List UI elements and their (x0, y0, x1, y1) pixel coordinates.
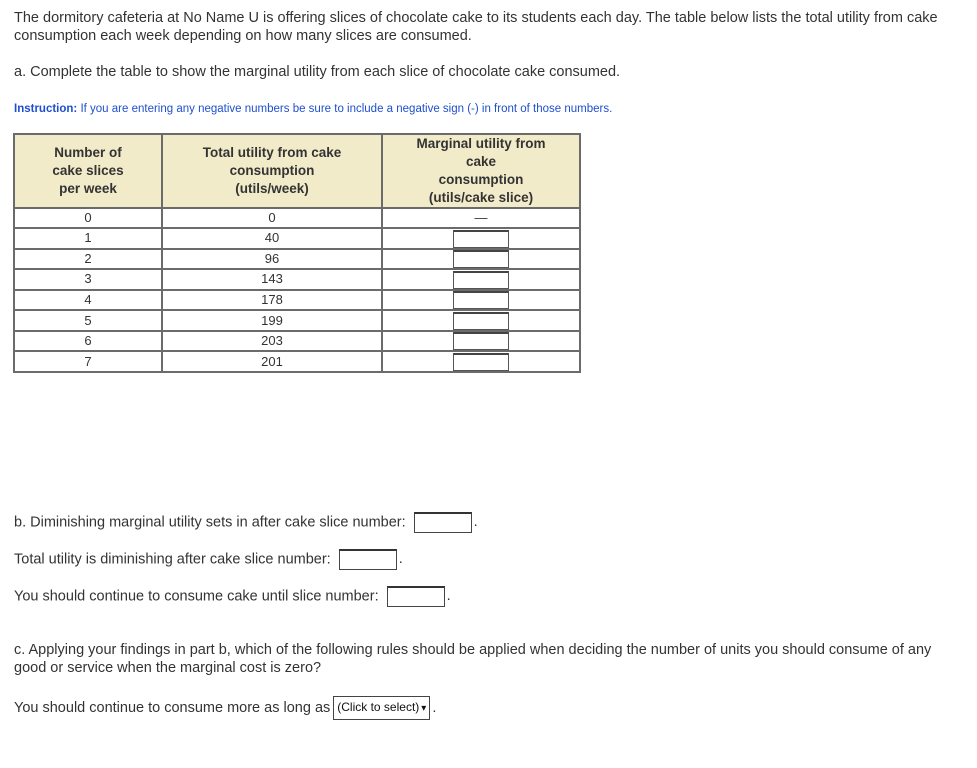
total-utility: 96 (162, 249, 382, 270)
header-total-utility: Total utility from cake consumption (utils/week) (162, 134, 382, 208)
marginal-utility-cell (382, 228, 580, 249)
part-b-question-2 (14, 549, 403, 570)
part-b-q2-text: Total utility is diminishing after cake slice number: (14, 551, 331, 568)
table-row (14, 351, 580, 372)
marginal-utility-cell (382, 249, 580, 270)
part-a-question: a. Complete the table to show the marginal utility from each slice of chocolate cake consumed. (14, 64, 621, 80)
part-b-question-3 (14, 586, 451, 607)
slice-number: 4 (14, 290, 162, 311)
utility-table (13, 133, 581, 373)
part-c-question: c. Applying your findings in part b, which of the following rules should be applied when deciding the number of units you should consume of any good or service when the marginal cost is zero? (14, 642, 932, 676)
part-c-answer-line (14, 696, 436, 720)
total-utility: 201 (162, 351, 382, 372)
total-utility: 40 (162, 228, 382, 249)
table-row (14, 228, 580, 249)
marginal-utility-cell (382, 351, 580, 372)
slice-number: 0 (14, 208, 162, 228)
header-slices: Number of cake slices per week (14, 134, 162, 208)
intro-paragraph: The dormitory cafeteria at No Name U is offering slices of chocolate cake to its students each day. The table below lists the total utility from cake consumption each week depending on how many slices are consumed. (14, 10, 938, 44)
period: . (473, 514, 478, 531)
marginal-utility-input-1[interactable] (453, 230, 509, 248)
part-c-prompt: You should continue to consume more as long as (14, 699, 331, 716)
table-row (14, 290, 580, 311)
marginal-utility-cell (382, 331, 580, 352)
slice-number: 7 (14, 351, 162, 372)
instruction-label: Instruction: (14, 103, 78, 115)
table-row (14, 331, 580, 352)
marginal-utility-input-2[interactable] (453, 250, 509, 268)
slice-number: 5 (14, 310, 162, 331)
table-row (14, 249, 580, 270)
period: . (432, 699, 437, 716)
chevron-down-icon: ▾ (421, 703, 427, 714)
diminishing-tu-slice-input[interactable] (339, 549, 397, 570)
marginal-utility-cell (382, 310, 580, 331)
instruction-note (14, 100, 612, 118)
marginal-utility-cell (382, 269, 580, 290)
total-utility: 203 (162, 331, 382, 352)
total-utility: 0 (162, 208, 382, 228)
marginal-utility-input-5[interactable] (453, 312, 509, 330)
marginal-utility-input-6[interactable] (453, 332, 509, 350)
marginal-utility-input-4[interactable] (453, 291, 509, 309)
marginal-utility-dash: — (382, 208, 580, 228)
table-row (14, 269, 580, 290)
slice-number: 6 (14, 331, 162, 352)
marginal-utility-input-7[interactable] (453, 353, 509, 371)
marginal-utility-cell (382, 290, 580, 311)
instruction-text: If you are entering any negative numbers be sure to include a negative sign (-) in front of those numbers. (80, 103, 613, 115)
diminishing-mu-slice-input[interactable] (414, 512, 472, 533)
part-b-question-1 (14, 512, 478, 533)
rule-select-dropdown[interactable] (333, 696, 430, 720)
slice-number: 3 (14, 269, 162, 290)
table-header-row (14, 134, 580, 208)
total-utility: 143 (162, 269, 382, 290)
header-marginal-utility: Marginal utility from cake consumption (utils/cake slice) (382, 134, 580, 208)
slice-number: 1 (14, 228, 162, 249)
total-utility: 178 (162, 290, 382, 311)
period: . (446, 588, 451, 605)
period: . (398, 551, 403, 568)
select-value: (Click to select) (337, 700, 420, 714)
part-b-q1-text: b. Diminishing marginal utility sets in after cake slice number: (14, 514, 406, 531)
table-row (14, 208, 580, 228)
part-b-q3-text: You should continue to consume cake until slice number: (14, 588, 379, 605)
slice-number: 2 (14, 249, 162, 270)
continue-until-slice-input[interactable] (387, 586, 445, 607)
table-row (14, 310, 580, 331)
marginal-utility-input-3[interactable] (453, 271, 509, 289)
total-utility: 199 (162, 310, 382, 331)
